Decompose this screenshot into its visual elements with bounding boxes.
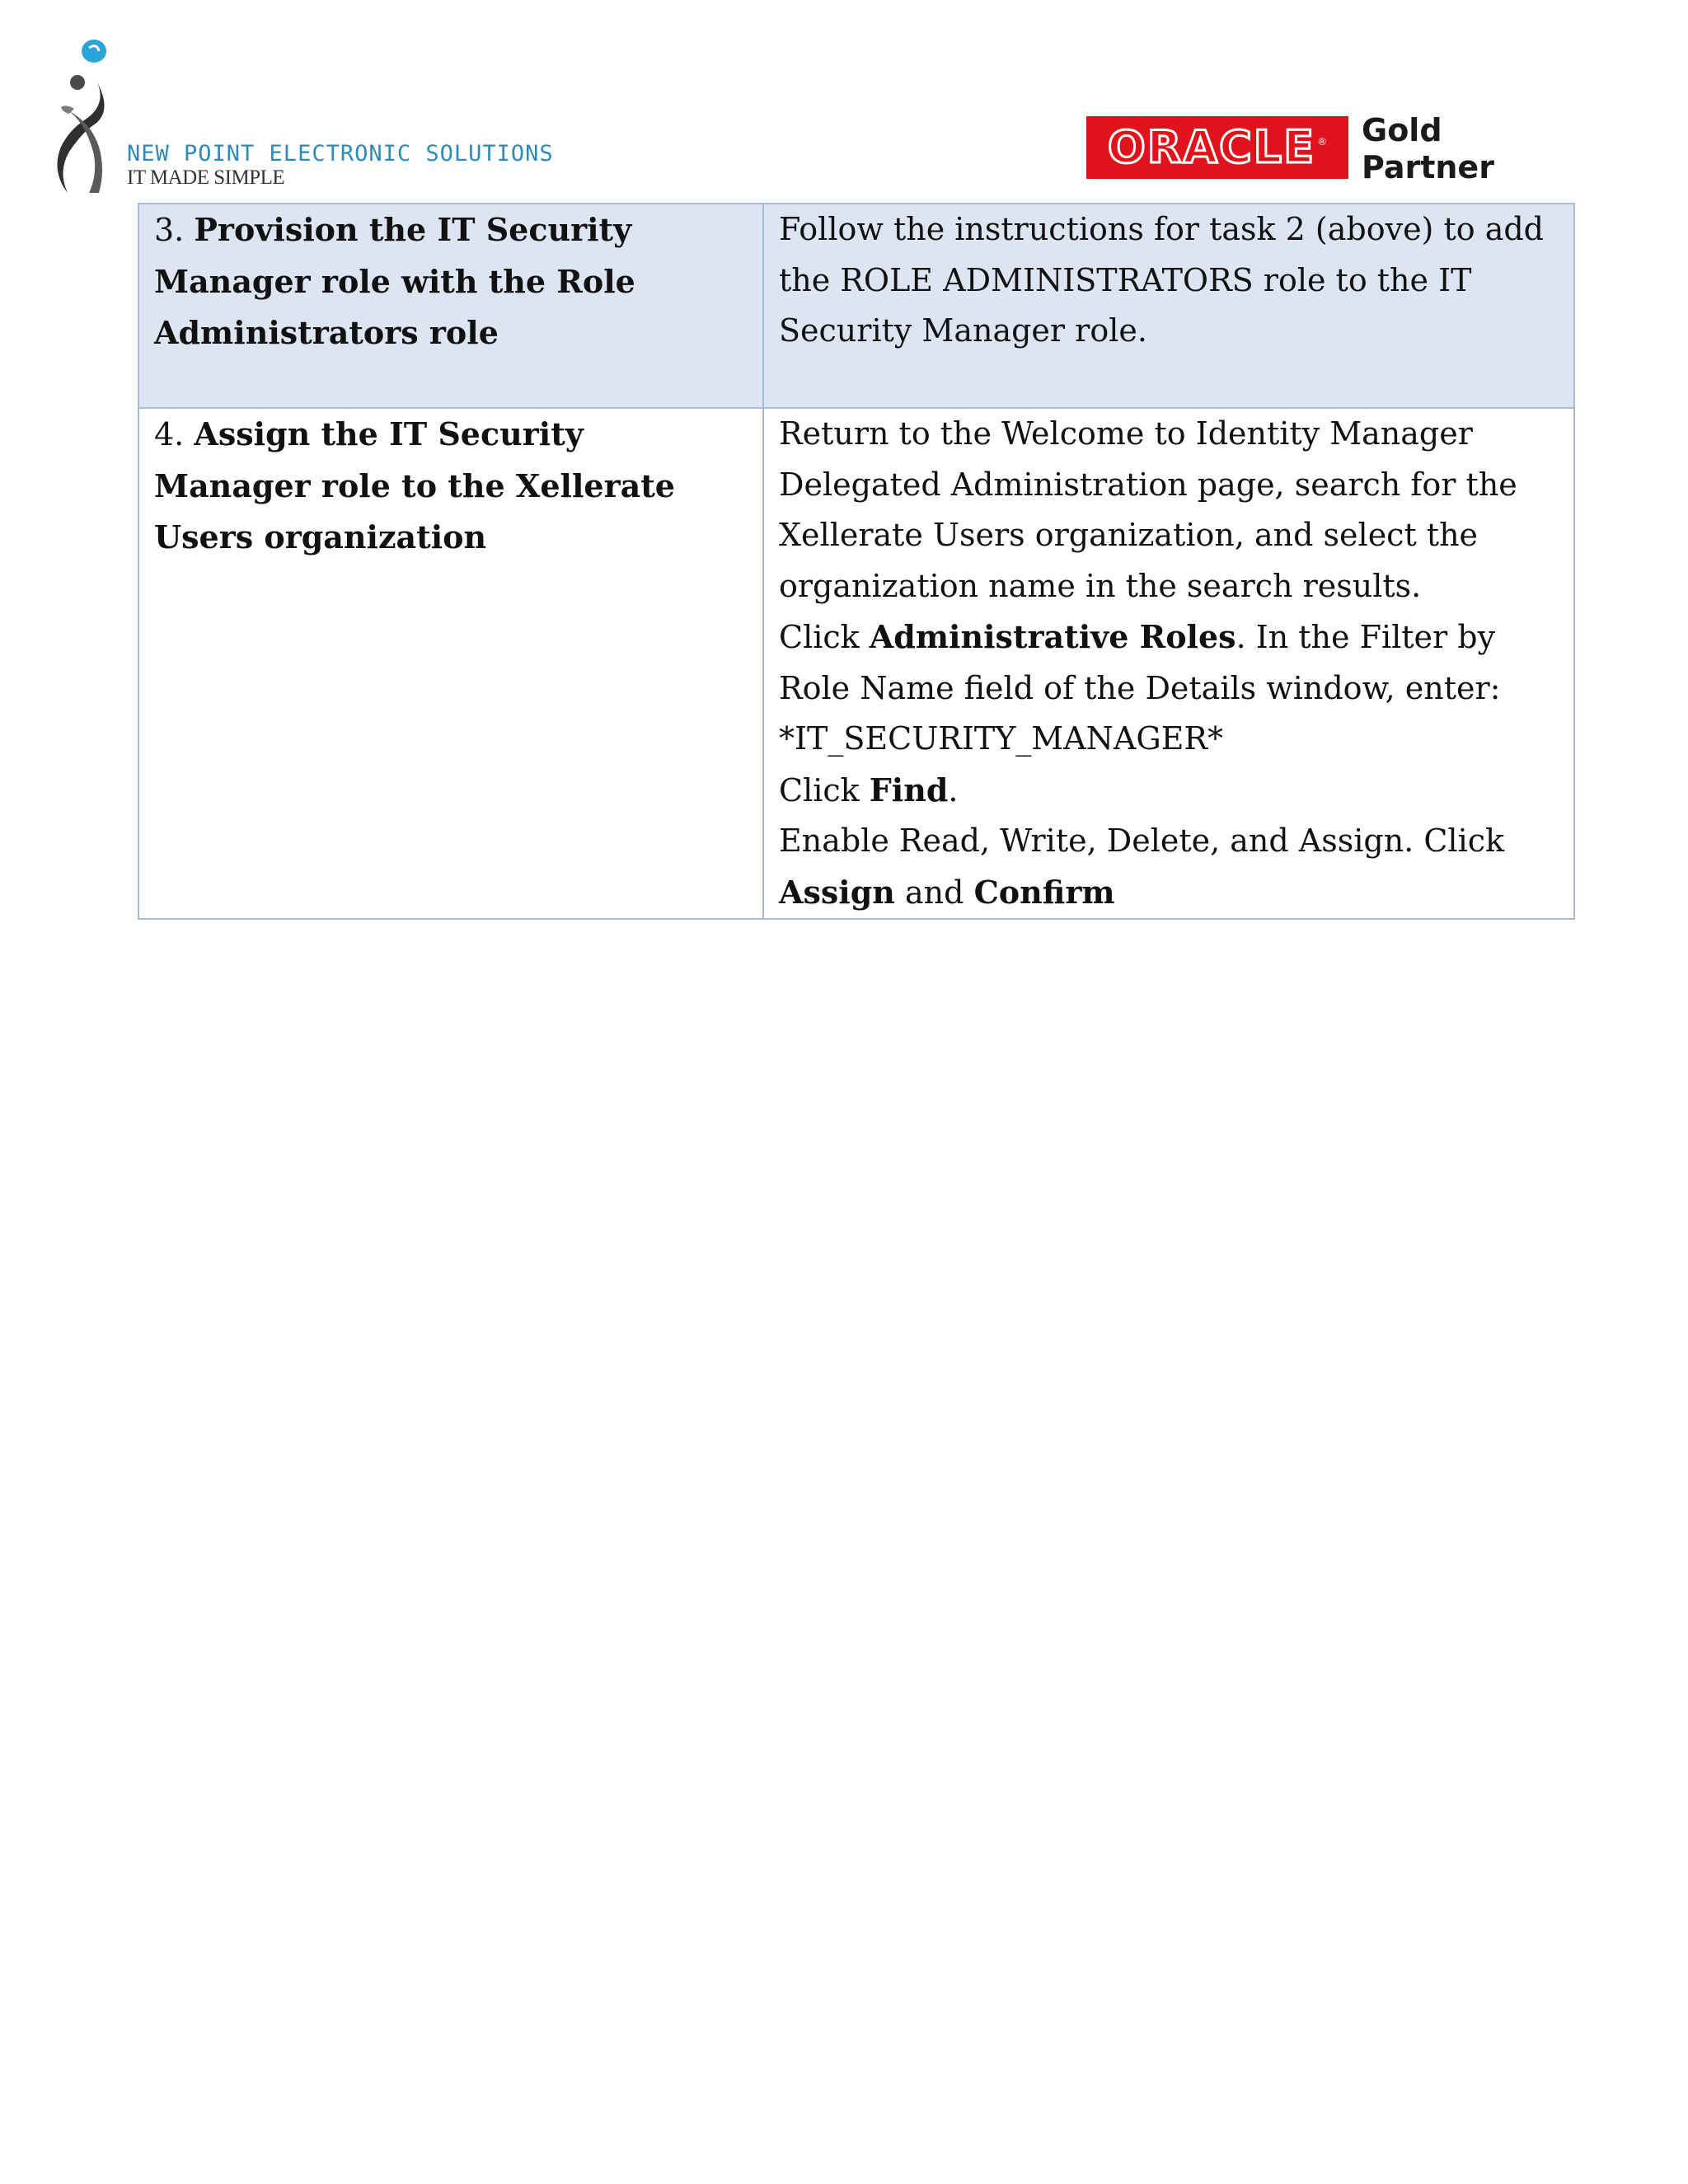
- instructions-paragraph: [779, 816, 1559, 918]
- task-title: Assign the IT Security Manager role to the Xellerate Users organization: [154, 415, 675, 555]
- confirm-label: Confirm: [973, 873, 1115, 911]
- task-number: 3.: [154, 212, 185, 248]
- instructions-paragraph: [779, 765, 1559, 817]
- company-logo-figure-icon: [36, 31, 119, 196]
- instructions-text: Enable Read, Write, Delete, and Assign. Click: [779, 823, 1505, 859]
- task-title: Provision the IT Security Manager role with the Role Administrators role: [154, 211, 635, 351]
- partner-label: Partner: [1362, 149, 1494, 185]
- instructions-text: Click: [779, 771, 860, 808]
- instructions-cell: [763, 408, 1574, 919]
- oracle-logo: [1086, 116, 1348, 179]
- task-number: 4.: [154, 416, 185, 452]
- role-filter-value: *IT_SECURITY_MANAGER*: [779, 720, 1224, 757]
- instructions-paragraph: Return to the Welcome to Identity Manager Delegated Administration page, search for the Xellerate Users organization, and select the organization name in the search results.: [779, 415, 1517, 604]
- company-tagline: IT MADE SIMPLE: [127, 166, 285, 189]
- instructions-text: . In the Filter by Role Name field of the Details window, enter:: [779, 619, 1501, 706]
- partner-level: Gold: [1362, 112, 1442, 148]
- instructions-text: .: [948, 771, 959, 808]
- find-label: Find: [869, 771, 949, 808]
- task-table: [138, 203, 1575, 920]
- administrative-roles-label: Administrative Roles: [869, 618, 1236, 655]
- instructions-text: Click: [779, 619, 860, 655]
- company-logo-text: [127, 142, 554, 190]
- table-row: [138, 204, 1574, 408]
- task-cell: [138, 408, 763, 919]
- instructions-text: Follow the instructions for task 2 (above) to add the ROLE ADMINISTRATORS role to the IT Security Manager role.: [779, 211, 1544, 349]
- oracle-wordmark: ORACLE: [1107, 121, 1316, 173]
- instructions-text: and: [905, 874, 964, 911]
- assign-label: Assign: [779, 873, 895, 911]
- task-cell: [138, 204, 763, 408]
- oracle-registered-mark: ®: [1317, 136, 1328, 148]
- instructions-paragraph: [779, 612, 1559, 714]
- partner-badge: [1362, 112, 1494, 186]
- instructions-cell: [763, 204, 1574, 408]
- page-header: [0, 0, 1688, 202]
- company-name: NEW POINT ELECTRONIC SOLUTIONS: [127, 141, 554, 166]
- table-row: [138, 408, 1574, 919]
